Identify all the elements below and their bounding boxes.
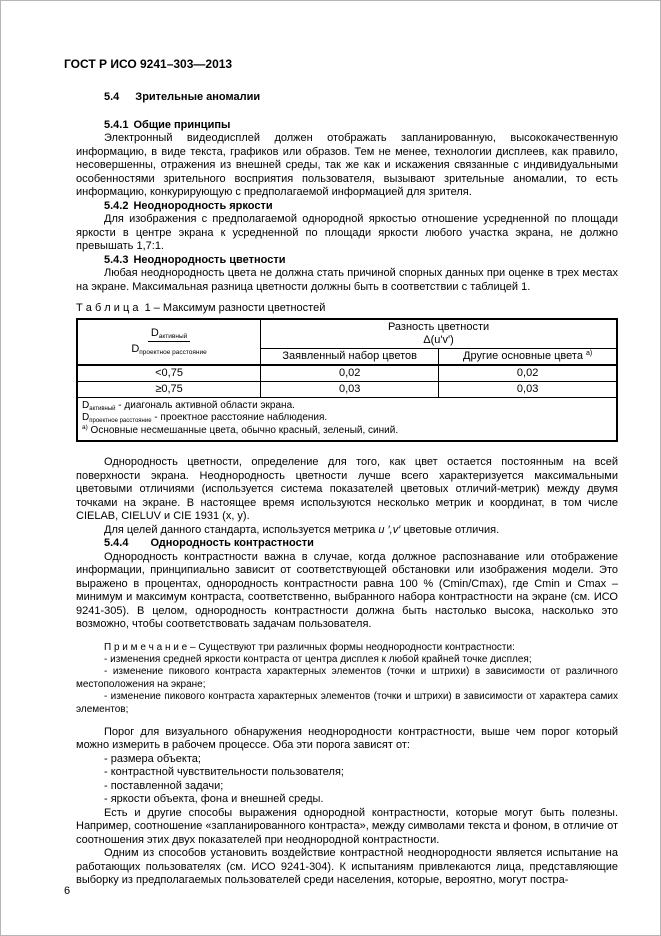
fraction-denominator [131, 342, 206, 357]
heading-title: Однородность контрастности [150, 537, 314, 549]
footnote-d-active [82, 400, 612, 413]
heading-number: 5.4.2 [104, 199, 129, 212]
paragraph-user-testing: Одним из способов установить воздействие контрастной неоднородности является испытание на работающих пользователях (см. ИСО 9241-304). К испытаниям привлекаются лица, представляющие выборку из предполагаемых пользователей среди населения, которые, вероятно, могут постра- [76, 847, 618, 887]
heading-5-4-1 [76, 119, 618, 133]
table-footnotes-row [77, 397, 617, 441]
footnote-marker-a: а) [82, 423, 88, 431]
paragraph-threshold: Порог для визуального обнаружения неоднородности контрастности, выше чем порог который можно измерить в рабочем процессе. Оба эти порога зависят от: [76, 725, 618, 752]
variable-d-active: D [150, 326, 159, 339]
paragraph-general-principles: Электронный видеодисплей должен отображать запланированную, высококачественную информацию, в виде текста, графиков или образов. Тем не менее, технологии дисплеев, как правило, несовершенны, отражения из внешней среды, так же как и искажения связанные с индивидуальными особенностями зрительного восприятия пользователя, вызывают зрительные аномалии, то есть информацию, конкурирующую с предполагаемой информацией для зрителя. [76, 132, 618, 198]
footnote-text: - диагональ активной области экрана. [115, 399, 295, 411]
paragraph-other-ways: Есть и другие способы выражения однородной контрастности, которые могут быть полезны. Например, соотношение «запланированного контраста», между символами текста и фоном, в отличие от соотношения этих двух показателей при неоднородной контрастности. [76, 806, 618, 846]
table-cell: ≥0,75 [77, 381, 261, 397]
footnote-d-design [82, 412, 612, 425]
document-body [76, 91, 618, 888]
table-caption-title: – Максимум разности цветностей [153, 302, 326, 314]
heading-title: Неоднородность яркости [133, 199, 273, 212]
subscript-active: активный [158, 332, 188, 340]
distance-ratio-fraction [131, 327, 206, 357]
footnote-marker-a: а) [586, 349, 593, 357]
table-cell: 0,03 [439, 381, 617, 397]
list-item: - размера объекта; [104, 752, 201, 765]
variable-d-active: D [82, 399, 90, 411]
heading-5-4-2 [76, 200, 618, 214]
note-intro-text: – Существуют три различных формы неоднородности контрастности: [187, 641, 515, 653]
footnote-primary-colors [82, 425, 612, 438]
document-code: ГОСТ Р ИСО 9241–303—2013 [64, 57, 233, 71]
list-item: - поставленной задачи; [104, 779, 224, 792]
table-cell: 0,02 [261, 365, 439, 382]
table-cell: 0,02 [439, 365, 617, 382]
heading-5-4-3 [76, 254, 618, 268]
heading-title: Неоднородность цветности [133, 253, 286, 266]
table-cell-diff-header [261, 319, 617, 349]
table-caption-label: Т а б л и ц а 1 [76, 302, 151, 314]
note-item: - изменение пикового контраста характерных элементов (точки и штрихи) в зависимости от различного местоположения на экране; [76, 666, 618, 690]
metric-text: цветовые отличия. [400, 523, 500, 536]
paragraph-luminance-nonuniformity: Для изображения с предполагаемой однородной яркостью отношение усредненной по площади яркости в центре экрана к усредненной по площади яркости любого участка экрана, не должно превышать 1,7:1. [76, 213, 618, 252]
note-item: - изменения средней яркости контраста от центра дисплея к любой крайней точке дисплея; [104, 653, 532, 665]
variable-d-design: D [131, 343, 140, 355]
heading-number: 5.4.3 [104, 253, 129, 266]
table-row [77, 381, 617, 397]
diff-header-line2: Δ(u'v') [423, 333, 454, 346]
note-block [76, 642, 618, 716]
heading-5-4-4 [76, 537, 618, 551]
fraction-numerator [148, 327, 190, 343]
table-chromaticity-difference [76, 318, 618, 443]
table-cell: 0,03 [261, 381, 439, 397]
paragraph-contrast-uniformity: Однородность контрастности важна в случае, когда должное распознавание или отображение информации, принципиально зависит от соответствующей обстановки или изображения модели. Это выражено в процентах, однородность контрастности равна 100 % (Cmin/Cmax), где Cmin и Cmax – минимум и максимум контраста, соответственно, выбранного набора контрастности на экране (см. ИСО 9241-305). В целом, однородность контрастности должна быть настолько высока, насколько это возможно, чтобы соответствовать задачам пользователя. [76, 550, 618, 630]
heading-number: 5.4 [104, 91, 120, 103]
footnote-text: - проектное расстояние наблюдения. [151, 412, 328, 423]
heading-number: 5.4.1 [104, 118, 129, 131]
subscript-design-distance: проектное расстояние [89, 418, 152, 424]
heading-number: 5.4.4 [104, 537, 129, 549]
metric-text: Для целей данного стандарта, используется метрика [104, 523, 379, 536]
footnote-text: Основные несмешанные цвета, обычно красный, зеленый, синий. [87, 424, 399, 436]
table-cell-declared-colors: Заявленный набор цветов [261, 348, 439, 365]
page-number: 6 [64, 885, 71, 897]
paragraph-color-uniformity: Однородность цветности, определение для того, как цвет остается постоянным на всей поверхности экрана. Неоднородность цветности лучше всего характеризуется максимальными цветовыми отличиями (используется система показателей цветовых отличий-метрик) между двумя точками на экране. В настоящее время используются несколько метрик и координат, в том числе CIELAB, CIELUV и CIE 1931 (x, y). [76, 456, 618, 522]
note-intro [76, 642, 618, 654]
subscript-active: активный [89, 405, 116, 412]
paragraph-metric [76, 524, 618, 538]
variable-d-design: D [82, 412, 90, 423]
list-item: - яркости объекта, фона и внешней среды. [104, 793, 324, 806]
note-item: - изменение пикового контраста характерных элементов (точки и штрихи) в зависимости от характера самих элементов; [76, 691, 618, 715]
table-row [77, 365, 617, 382]
note-label: П р и м е ч а н и е [104, 641, 188, 653]
table-header-row [77, 319, 617, 349]
subscript-design-distance: проектное расстояние [139, 349, 207, 356]
table-cell: <0,75 [77, 365, 261, 382]
heading-5-4 [76, 91, 618, 105]
diff-header-line1: Разность цветности [387, 320, 490, 333]
table-footnotes [77, 397, 617, 441]
table-caption [76, 302, 618, 316]
paragraph-chromaticity-nonuniformity: Любая неоднородность цвета не должна стать причиной спорных данных при оценке в трех местах на экране. Максимальная разница цветности должны быть в соответствии с таблицей 1. [76, 267, 618, 293]
metric-variable: u ′,v′ [378, 523, 401, 536]
list-item: - контрастной чувствительности пользователя; [104, 766, 344, 779]
heading-title: Общие принципы [133, 118, 231, 131]
table-cell-other-colors [439, 348, 617, 365]
heading-title: Зрительные аномалии [135, 91, 261, 103]
table-cell-ratio-header [77, 319, 261, 365]
other-colors-label: Другие основные цвета [463, 349, 583, 362]
